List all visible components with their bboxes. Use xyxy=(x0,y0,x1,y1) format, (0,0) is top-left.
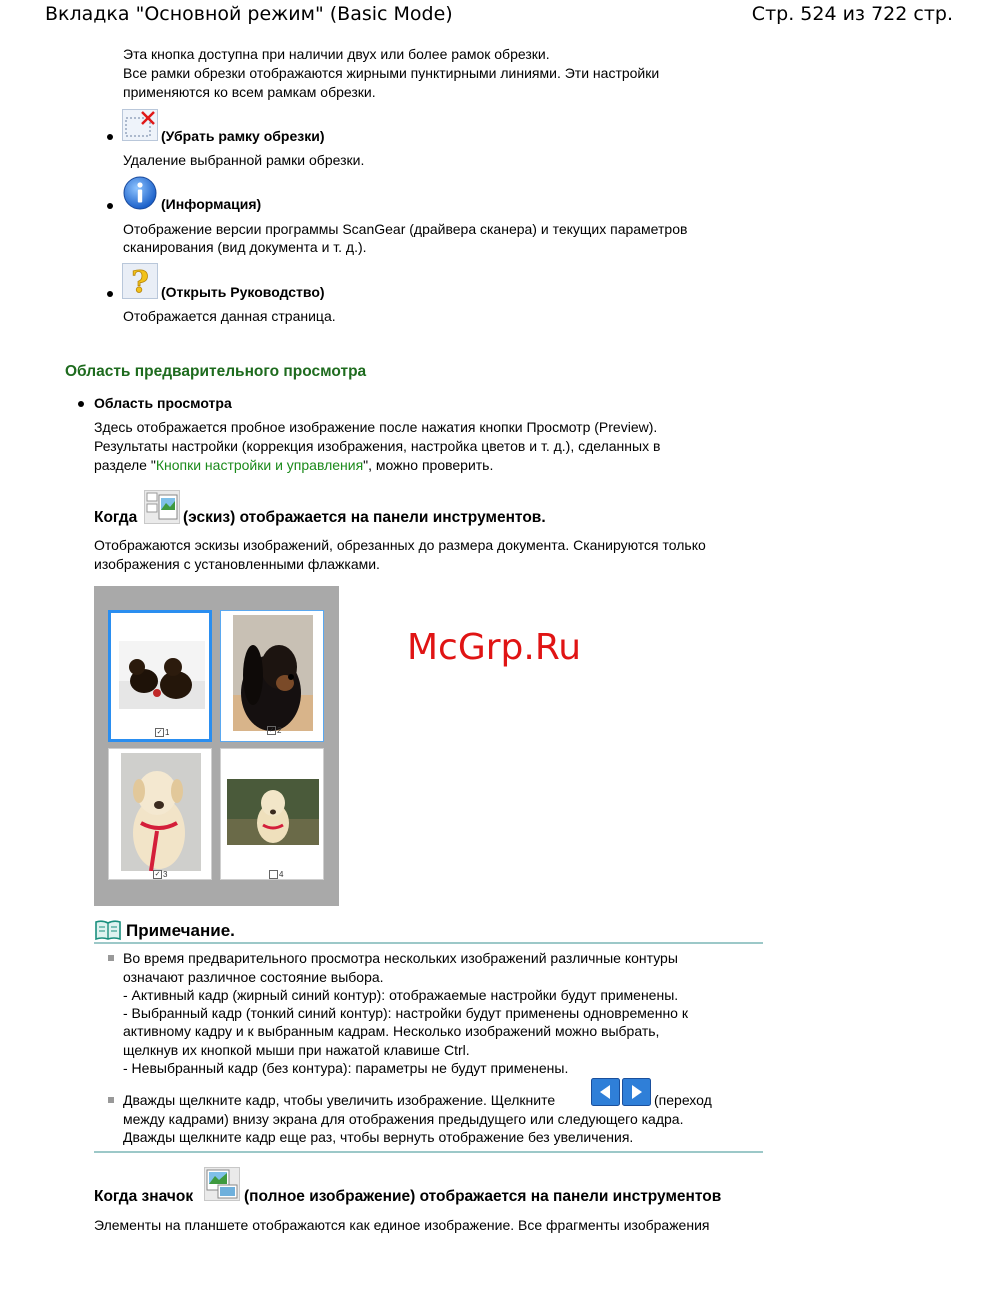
thumbnail-frame-4[interactable] xyxy=(220,748,324,880)
note-text: - Активный кадр (жирный синий контур): отображаемые настройки будут применены. xyxy=(123,987,679,1003)
bullet xyxy=(107,134,113,140)
information-icon[interactable] xyxy=(122,175,158,211)
frame-checkbox-2[interactable] xyxy=(267,726,281,736)
thumbnail-frame-3[interactable] xyxy=(108,748,212,880)
thumbnail-preview-panel xyxy=(94,586,339,906)
tool-description: сканирования (вид документа и т. д.). xyxy=(123,239,367,255)
full-image-description: Элементы на планшете отображаются как единое изображение. Все фрагменты изображения xyxy=(94,1217,710,1233)
checkbox[interactable]: ✓ xyxy=(154,871,161,879)
tool-label: (Открыть Руководство) xyxy=(161,284,325,300)
thumbnail-view-icon[interactable] xyxy=(144,490,180,524)
watermark: McGrp.Ru xyxy=(407,627,582,668)
intro-line: Все рамки обрезки отображаются жирными пунктирными линиями. Эти настройки xyxy=(123,65,660,81)
note-text: активному кадру и к выбранным кадрам. Несколько изображений можно выбрать, xyxy=(123,1023,660,1039)
note-text: Дважды щелкните кадр, чтобы увеличить изображение. Щелкните xyxy=(123,1092,556,1108)
thumbnail-image xyxy=(121,753,201,871)
checkbox[interactable] xyxy=(269,870,278,879)
item-label: Область просмотра xyxy=(94,395,232,411)
bullet xyxy=(107,203,113,209)
intro-line: применяются ко всем рамкам обрезки. xyxy=(123,84,376,100)
thumbnail-description: Отображаются эскизы изображений, обрезанных до размера документа. Сканируются только xyxy=(94,537,706,553)
frame-checkbox-4[interactable] xyxy=(269,870,283,880)
note-top-rule xyxy=(94,942,763,944)
note-text: Дважды щелкните кадр еще раз, чтобы вернуть отображение без увеличения. xyxy=(123,1129,634,1145)
item-description: Здесь отображается пробное изображение после нажатия кнопки Просмотр (Preview). xyxy=(94,419,658,435)
tool-description: Отображение версии программы ScanGear (драйвера сканера) и текущих параметров xyxy=(123,221,688,237)
remove-crop-frame-icon[interactable] xyxy=(122,109,158,141)
note-book-icon xyxy=(94,919,122,941)
note-text: (переход xyxy=(654,1092,712,1108)
note-text: щелкнув их кнопкой мыши при нажатой клавише Ctrl. xyxy=(123,1042,470,1058)
thumbnail-description: изображения с установленными флажками. xyxy=(94,556,380,572)
checkbox[interactable]: ✓ xyxy=(156,729,163,737)
thumbnail-heading-suffix: (эскиз) отображается на панели инструментов. xyxy=(183,509,546,526)
full-image-heading-suffix: (полное изображение) отображается на панели инструментов xyxy=(244,1188,722,1205)
desc-text: ", можно проверить. xyxy=(363,457,494,473)
item-description xyxy=(94,456,493,475)
desc-text: разделе " xyxy=(94,457,156,473)
item-description: Результаты настройки (коррекция изображения, настройка цветов и т. д.), сделанных в xyxy=(94,438,661,454)
thumbnail-frame-2[interactable] xyxy=(220,610,324,742)
full-image-heading-prefix: Когда значок xyxy=(94,1188,194,1205)
tool-description: Удаление выбранной рамки обрезки. xyxy=(123,152,365,168)
note-bullet xyxy=(108,1097,114,1103)
frame-number: 3 xyxy=(163,870,168,879)
bullet xyxy=(107,291,113,297)
note-text: - Невыбранный кадр (без контура): параметры не будут применены. xyxy=(123,1060,569,1076)
note-text: между кадрами) внизу экрана для отображения предыдущего или следующего кадра. xyxy=(123,1111,684,1127)
note-bullet xyxy=(108,955,114,961)
previous-frame-button[interactable] xyxy=(591,1078,620,1106)
tool-label: (Убрать рамку обрезки) xyxy=(161,128,325,144)
full-image-view-icon[interactable] xyxy=(204,1167,240,1201)
note-text: - Выбранный кадр (тонкий синий контур): настройки будут применены одновременно к xyxy=(123,1005,688,1021)
thumbnail-heading-prefix: Когда xyxy=(94,509,138,526)
page-number: Стр. 524 из 722 стр. xyxy=(751,3,953,25)
open-guide-icon[interactable] xyxy=(122,263,158,299)
svg-text:?: ? xyxy=(131,265,149,299)
adjustment-buttons-link[interactable]: Кнопки настройки и управления xyxy=(155,457,364,473)
intro-line: Эта кнопка доступна при наличии двух или более рамок обрезки. xyxy=(123,46,550,62)
thumbnail-frame-1[interactable] xyxy=(108,610,212,742)
tool-description: Отображается данная страница. xyxy=(123,308,336,324)
thumbnail-image xyxy=(233,615,313,731)
note-title: Примечание. xyxy=(126,921,235,940)
next-frame-button[interactable] xyxy=(622,1078,651,1106)
frame-number: 2 xyxy=(277,726,282,735)
section-heading: Область предварительного просмотра xyxy=(65,363,367,380)
bullet xyxy=(78,401,84,407)
frame-number: 1 xyxy=(165,728,170,737)
note-text: означают различное состояние выбора. xyxy=(123,969,384,985)
page-header-title: Вкладка "Основной режим" (Basic Mode) xyxy=(45,3,453,25)
tool-label: (Информация) xyxy=(161,196,262,212)
frame-checkbox-3[interactable] xyxy=(153,870,167,880)
note-text: Во время предварительного просмотра нескольких изображений различные контуры xyxy=(123,950,678,966)
frame-checkbox-1[interactable] xyxy=(155,728,169,738)
note-bottom-rule xyxy=(94,1151,763,1153)
checkbox[interactable]: ✓ xyxy=(268,727,275,735)
frame-number: 4 xyxy=(279,870,284,879)
thumbnail-image xyxy=(227,779,319,845)
thumbnail-image xyxy=(119,641,205,709)
